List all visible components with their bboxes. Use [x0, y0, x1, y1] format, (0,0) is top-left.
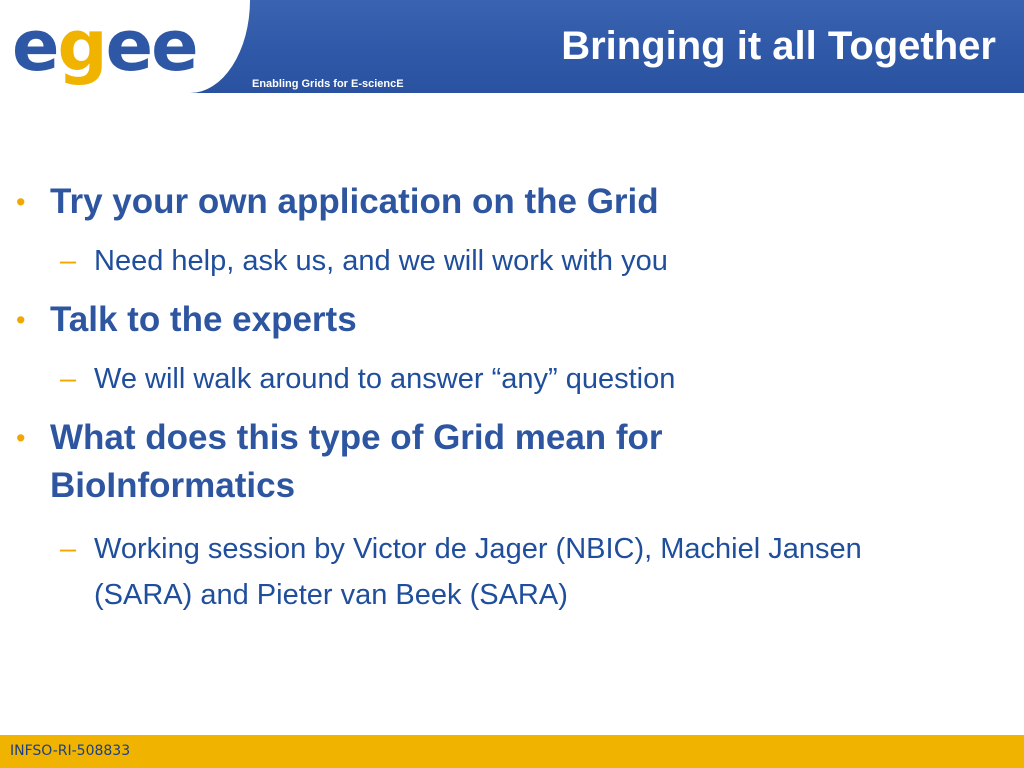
bullet-marker: •	[16, 305, 26, 335]
egee-logo	[12, 2, 197, 90]
bullet-3-text: What does this type of Grid mean for BioInformatics	[50, 418, 663, 505]
logo-part-e: e	[12, 5, 58, 87]
bullet-1-sub-1: Need help, ask us, and we will work with you	[94, 245, 668, 277]
bullet-1-text: Try your own application on the Grid	[50, 182, 659, 221]
header-bar	[0, 0, 1024, 93]
slide-title: Bringing it all Together	[561, 24, 996, 68]
footer-bar	[0, 735, 1024, 768]
dash-marker: –	[60, 533, 77, 565]
dash-marker: –	[60, 363, 77, 395]
dash-marker: –	[60, 245, 77, 277]
bullet-marker: •	[16, 423, 26, 453]
bullet-2-text: Talk to the experts	[50, 300, 357, 339]
bullet-3-sub-1: Working session by Victor de Jager (NBIC), Machiel Jansen (SARA) and Pieter van Beek (SARA)	[94, 533, 862, 611]
logo-part-ee: ee	[105, 5, 197, 87]
logo-panel	[0, 0, 250, 93]
bullet-2-sub-1: We will walk around to answer “any” question	[94, 363, 676, 395]
logo-part-g: g	[57, 5, 106, 87]
tagline: Enabling Grids for E-sciencE	[252, 78, 404, 90]
footer-project-id: INFSO-RI-508833	[10, 743, 131, 759]
bullet-marker: •	[16, 187, 26, 217]
